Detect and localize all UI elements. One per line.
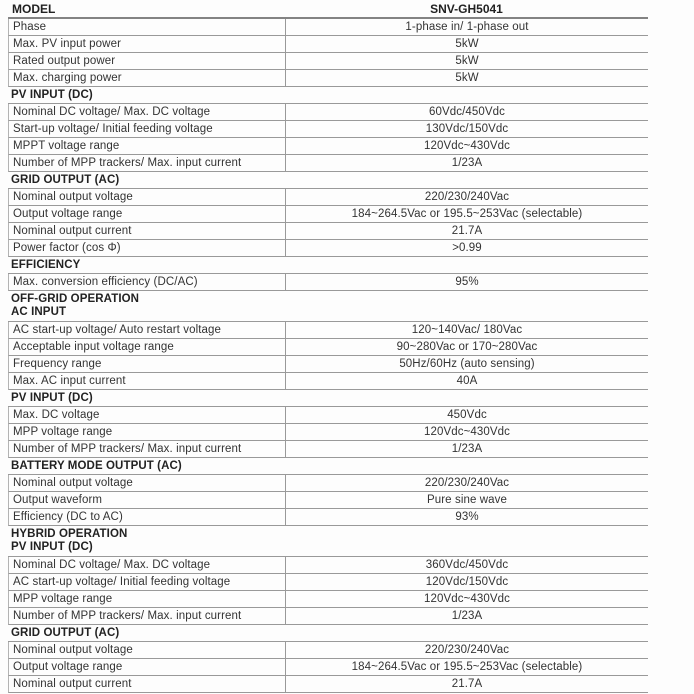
spec-value: 120Vdc~430Vdc — [285, 424, 648, 440]
spec-row — [8, 659, 648, 676]
spec-label: MPP voltage range — [13, 426, 113, 438]
section-header-line: GRID OUTPUT (AC) — [11, 626, 120, 639]
spec-row — [8, 206, 648, 223]
spec-label: Max. AC input current — [13, 375, 126, 387]
spec-label: AC start-up voltage/ Initial feeding voltage — [13, 576, 231, 588]
spec-row — [8, 676, 648, 693]
spec-label: Number of MPP trackers/ Max. input current — [13, 157, 242, 169]
spec-value: 184~264.5Vac or 195.5~253Vac (selectable) — [285, 206, 648, 222]
spec-label: Rated output power — [13, 55, 116, 67]
spec-value: 1/23A — [285, 608, 648, 624]
spec-row — [8, 189, 648, 206]
section-header — [8, 257, 648, 274]
spec-value: 1-phase in/ 1-phase out — [285, 19, 648, 35]
spec-row — [8, 339, 648, 356]
spec-label: Output voltage range — [13, 208, 123, 220]
spec-row — [8, 424, 648, 441]
spec-label: Max. DC voltage — [13, 409, 100, 421]
spec-value: 120Vdc~430Vdc — [285, 138, 648, 154]
spec-row — [8, 557, 648, 574]
spec-value: 60Vdc/450Vdc — [285, 104, 648, 120]
spec-label: Output waveform — [13, 494, 103, 506]
spec-row — [8, 407, 648, 424]
spec-row — [8, 104, 648, 121]
spec-row — [8, 138, 648, 155]
section-header — [8, 172, 648, 189]
spec-row — [8, 155, 648, 172]
spec-label: Nominal DC voltage/ Max. DC voltage — [13, 559, 211, 571]
section-header-line: OFF-GRID OPERATION — [11, 293, 140, 305]
spec-row — [8, 19, 648, 36]
spec-value: 220/230/240Vac — [285, 189, 648, 205]
spec-value: 21.7A — [285, 676, 648, 692]
section-header — [8, 390, 648, 407]
section-header-line: HYBRID OPERATION — [11, 528, 128, 540]
spec-label: Max. PV input power — [13, 38, 122, 50]
spec-label: Start-up voltage/ Initial feeding voltage — [13, 123, 213, 135]
spec-label: Nominal output voltage — [13, 191, 133, 203]
spec-value: >0.99 — [285, 240, 648, 256]
spec-label: MPP voltage range — [13, 593, 113, 605]
spec-row — [8, 356, 648, 373]
spec-value: 220/230/240Vac — [285, 475, 648, 491]
spec-row — [8, 591, 648, 608]
spec-sheet — [8, 0, 648, 693]
spec-label: Output voltage range — [13, 661, 123, 673]
spec-row — [8, 322, 648, 339]
spec-label: Nominal output current — [13, 678, 132, 690]
section-header — [8, 87, 648, 104]
section-header-line: PV INPUT (DC) — [11, 88, 93, 101]
spec-sections — [8, 19, 648, 693]
section-header-line: PV INPUT (DC) — [11, 391, 93, 404]
spec-label: Phase — [13, 21, 47, 33]
spec-value: 5kW — [285, 53, 648, 69]
spec-value: 360Vdc/450Vdc — [285, 557, 648, 573]
spec-row — [8, 53, 648, 70]
spec-value: 90~280Vac or 170~280Vac — [285, 339, 648, 355]
spec-label: Number of MPP trackers/ Max. input current — [13, 610, 242, 622]
spec-label: Nominal DC voltage/ Max. DC voltage — [13, 106, 211, 118]
spec-value: 5kW — [285, 70, 648, 86]
section-header — [8, 625, 648, 642]
section-header-line: PV INPUT (DC) — [11, 541, 93, 553]
spec-row — [8, 574, 648, 591]
spec-value: 21.7A — [285, 223, 648, 239]
spec-row — [8, 509, 648, 526]
spec-row — [8, 373, 648, 390]
spec-label: Number of MPP trackers/ Max. input current — [13, 443, 242, 455]
spec-label: Nominal output voltage — [13, 644, 133, 656]
spec-value: Pure sine wave — [285, 492, 648, 508]
spec-value: 93% — [285, 509, 648, 525]
spec-row — [8, 223, 648, 240]
spec-value: 50Hz/60Hz (auto sensing) — [285, 356, 648, 372]
spec-row — [8, 121, 648, 138]
spec-value: 1/23A — [285, 155, 648, 171]
model-label: MODEL — [12, 1, 56, 16]
spec-label: Efficiency (DC to AC) — [13, 511, 123, 523]
spec-row — [8, 274, 648, 291]
model-value: SNV-GH5041 — [430, 1, 503, 16]
section-header-line: GRID OUTPUT (AC) — [11, 173, 120, 186]
spec-row — [8, 608, 648, 625]
spec-value: 120Vdc~430Vdc — [285, 591, 648, 607]
section-header-line: BATTERY MODE OUTPUT (AC) — [11, 459, 182, 472]
section-header-line: EFFICIENCY — [11, 258, 81, 271]
spec-value: 220/230/240Vac — [285, 642, 648, 658]
spec-label: Power factor (cos Φ) — [13, 242, 121, 254]
spec-row — [8, 36, 648, 53]
spec-value: 184~264.5Vac or 195.5~253Vac (selectable) — [285, 659, 648, 675]
spec-value: 120~140Vac/ 180Vac — [285, 322, 648, 338]
spec-label: Max. conversion efficiency (DC/AC) — [13, 276, 198, 288]
spec-value: 450Vdc — [285, 407, 648, 423]
spec-row — [8, 492, 648, 509]
spec-value: 5kW — [285, 36, 648, 52]
spec-label: Nominal output current — [13, 225, 132, 237]
spec-value: 95% — [285, 274, 648, 290]
spec-value: 120Vdc/150Vdc — [285, 574, 648, 590]
section-header — [8, 526, 648, 557]
spec-row — [8, 642, 648, 659]
spec-row — [8, 475, 648, 492]
spec-value: 1/23A — [285, 441, 648, 457]
spec-row — [8, 70, 648, 87]
spec-row — [8, 441, 648, 458]
spec-label: Max. charging power — [13, 72, 122, 84]
spec-value: 40A — [285, 373, 648, 389]
spec-value: 130Vdc/150Vdc — [285, 121, 648, 137]
model-header-row — [8, 0, 648, 19]
section-header-line: AC INPUT — [11, 306, 67, 318]
section-header — [8, 458, 648, 475]
spec-label: Nominal output voltage — [13, 477, 133, 489]
spec-label: Acceptable input voltage range — [13, 341, 174, 353]
spec-row — [8, 240, 648, 257]
spec-label: AC start-up voltage/ Auto restart voltage — [13, 324, 222, 336]
section-header — [8, 291, 648, 322]
spec-label: MPPT voltage range — [13, 140, 120, 152]
spec-label: Frequency range — [13, 358, 102, 370]
